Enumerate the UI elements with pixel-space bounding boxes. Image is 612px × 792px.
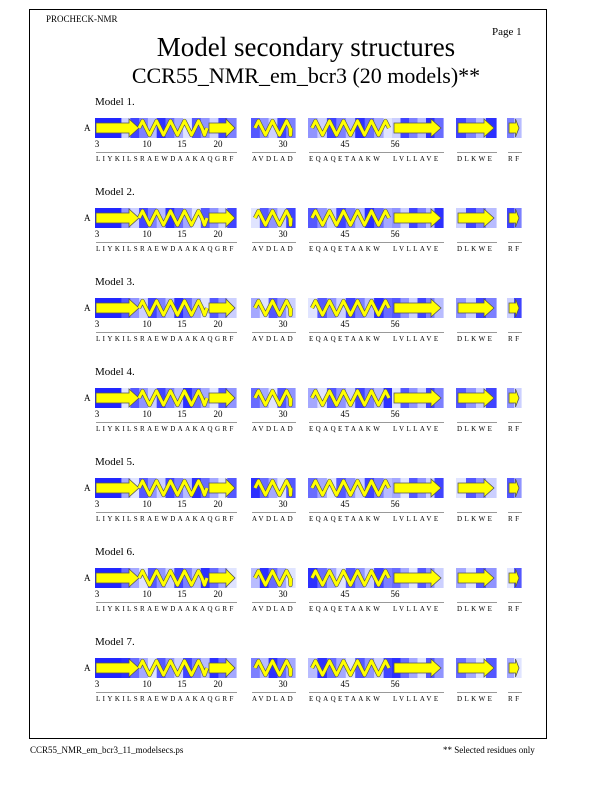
residue-number: 56	[390, 679, 400, 689]
model-label: Model 2.	[95, 186, 135, 198]
sequence-underline	[393, 242, 444, 243]
footer-note: ** Selected residues only	[443, 745, 535, 755]
sequence-segment: LIYKILSRAEWDAAKAQGRF	[96, 335, 236, 343]
sequence-underline	[96, 422, 237, 423]
sequence-segment: AVDLAD	[252, 425, 296, 433]
model-block	[0, 366, 612, 446]
sequence-underline	[96, 512, 237, 513]
residue-number: 20	[213, 499, 223, 509]
secondary-structure-track	[0, 478, 612, 498]
residue-number: 20	[213, 229, 223, 239]
residue-number: 30	[278, 319, 288, 329]
sequence-segment: DLKWE	[457, 695, 495, 703]
residue-number: 3	[94, 589, 100, 599]
residue-number: 30	[278, 589, 288, 599]
page-subtitle: CCR55_NMR_em_bcr3 (20 models)**	[131, 63, 481, 88]
residue-number: 56	[390, 589, 400, 599]
sequence-underline	[252, 242, 296, 243]
residue-number: 56	[390, 409, 400, 419]
sequence-underline	[457, 692, 497, 693]
sequence-segment: RF	[508, 605, 522, 613]
sequence-underline	[96, 332, 237, 333]
sequence-segment: AVDLAD	[252, 605, 296, 613]
sequence-underline	[252, 152, 296, 153]
sequence-underline	[96, 692, 237, 693]
residue-number: 30	[278, 679, 288, 689]
secondary-structure-track	[0, 298, 612, 318]
sequence-segment: EQAQETAAKW	[309, 155, 383, 163]
sequence-underline	[309, 332, 394, 333]
residue-number: 56	[390, 499, 400, 509]
residue-number: 15	[177, 499, 187, 509]
residue-number: 3	[94, 499, 100, 509]
sequence-underline	[309, 242, 394, 243]
sequence-segment: LIYKILSRAEWDAAKAQGRF	[96, 155, 236, 163]
sequence-underline	[457, 152, 497, 153]
sequence-segment: LIYKILSRAEWDAAKAQGRF	[96, 425, 236, 433]
sequence-underline	[508, 422, 522, 423]
residue-number: 56	[390, 139, 400, 149]
sequence-underline	[309, 422, 394, 423]
page-title: Model secondary structures	[156, 32, 456, 62]
model-label: Model 7.	[95, 636, 135, 648]
sequence-underline	[457, 512, 497, 513]
sequence-underline	[508, 512, 522, 513]
sequence-segment: LIYKILSRAEWDAAKAQGRF	[96, 245, 236, 253]
sequence-underline	[96, 152, 237, 153]
residue-number: 30	[278, 409, 288, 419]
sequence-underline	[393, 152, 444, 153]
sequence-underline	[252, 422, 296, 423]
residue-number: 45	[340, 319, 350, 329]
residue-number: 30	[278, 139, 288, 149]
model-label: Model 3.	[95, 276, 135, 288]
sequence-segment: AVDLAD	[252, 155, 296, 163]
residue-number: 10	[142, 229, 152, 239]
chain-label: A	[84, 123, 91, 133]
residue-number: 15	[177, 139, 187, 149]
residue-number: 10	[142, 499, 152, 509]
residue-number: 3	[94, 319, 100, 329]
sequence-underline	[508, 602, 522, 603]
model-block	[0, 456, 612, 536]
residue-number: 15	[177, 409, 187, 419]
model-label: Model 4.	[95, 366, 135, 378]
sequence-underline	[252, 602, 296, 603]
residue-number: 20	[213, 319, 223, 329]
sequence-segment: RF	[508, 515, 522, 523]
sequence-underline	[309, 602, 394, 603]
chain-label: A	[84, 573, 91, 583]
sequence-segment: RF	[508, 245, 522, 253]
sequence-segment: AVDLAD	[252, 245, 296, 253]
residue-number: 15	[177, 319, 187, 329]
sequence-segment: LIYKILSRAEWDAAKAQGRF	[96, 515, 236, 523]
model-block	[0, 96, 612, 176]
sequence-segment: DLKWE	[457, 245, 495, 253]
sequence-underline	[457, 242, 497, 243]
residue-number: 45	[340, 589, 350, 599]
model-label: Model 6.	[95, 546, 135, 558]
residue-number: 15	[177, 229, 187, 239]
model-block	[0, 546, 612, 626]
sequence-segment: EQAQETAAKW	[309, 425, 383, 433]
residue-number: 10	[142, 589, 152, 599]
sequence-segment: EQAQETAAKW	[309, 245, 383, 253]
secondary-structure-track	[0, 118, 612, 138]
residue-number: 10	[142, 139, 152, 149]
sequence-segment: DLKWE	[457, 605, 495, 613]
sequence-segment: AVDLAD	[252, 515, 296, 523]
residue-number: 30	[278, 229, 288, 239]
chain-label: A	[84, 483, 91, 493]
footer-filename: CCR55_NMR_em_bcr3_11_modelsecs.ps	[30, 745, 184, 755]
model-block	[0, 636, 612, 716]
sequence-underline	[393, 512, 444, 513]
sequence-underline	[457, 422, 497, 423]
residue-number: 3	[94, 229, 100, 239]
sequence-underline	[457, 332, 497, 333]
sequence-underline	[393, 602, 444, 603]
residue-number: 3	[94, 409, 100, 419]
residue-number: 15	[177, 679, 187, 689]
residue-number: 15	[177, 589, 187, 599]
residue-number: 20	[213, 589, 223, 599]
residue-number: 20	[213, 679, 223, 689]
model-label: Model 5.	[95, 456, 135, 468]
sequence-segment: AVDLAD	[252, 335, 296, 343]
sequence-segment: LVLLAVE	[393, 155, 441, 163]
sequence-segment: RF	[508, 695, 522, 703]
sequence-segment: EQAQETAAKW	[309, 335, 383, 343]
sequence-segment: LVLLAVE	[393, 335, 441, 343]
sequence-underline	[457, 602, 497, 603]
residue-number: 20	[213, 409, 223, 419]
sequence-segment: LVLLAVE	[393, 245, 441, 253]
sequence-segment: EQAQETAAKW	[309, 695, 383, 703]
residue-number: 20	[213, 139, 223, 149]
sequence-segment: DLKWE	[457, 155, 495, 163]
sequence-segment: LVLLAVE	[393, 425, 441, 433]
sequence-underline	[96, 242, 237, 243]
residue-number: 10	[142, 409, 152, 419]
sequence-segment: RF	[508, 155, 522, 163]
sequence-segment: AVDLAD	[252, 695, 296, 703]
page-number: Page 1	[492, 26, 522, 38]
sequence-segment: LVLLAVE	[393, 515, 441, 523]
sequence-segment: LIYKILSRAEWDAAKAQGRF	[96, 695, 236, 703]
sequence-underline	[96, 602, 237, 603]
sequence-underline	[309, 512, 394, 513]
residue-number: 45	[340, 229, 350, 239]
residue-number: 30	[278, 499, 288, 509]
secondary-structure-track	[0, 208, 612, 228]
sequence-underline	[393, 332, 444, 333]
chain-label: A	[84, 663, 91, 673]
chain-label: A	[84, 303, 91, 313]
sequence-underline	[252, 512, 296, 513]
sequence-underline	[508, 152, 522, 153]
sequence-segment: DLKWE	[457, 335, 495, 343]
secondary-structure-track	[0, 568, 612, 588]
residue-number: 45	[340, 679, 350, 689]
sequence-underline	[393, 422, 444, 423]
sequence-underline	[309, 692, 394, 693]
residue-number: 3	[94, 139, 100, 149]
residue-number: 45	[340, 139, 350, 149]
sequence-underline	[508, 332, 522, 333]
sequence-segment: LVLLAVE	[393, 605, 441, 613]
sequence-segment: EQAQETAAKW	[309, 605, 383, 613]
sequence-segment: LIYKILSRAEWDAAKAQGRF	[96, 605, 236, 613]
sequence-underline	[252, 332, 296, 333]
model-label: Model 1.	[95, 96, 135, 108]
model-block	[0, 276, 612, 356]
sequence-underline	[508, 242, 522, 243]
residue-number: 3	[94, 679, 100, 689]
residue-number: 45	[340, 499, 350, 509]
secondary-structure-track	[0, 388, 612, 408]
sequence-segment: RF	[508, 425, 522, 433]
residue-number: 56	[390, 319, 400, 329]
sequence-segment: LVLLAVE	[393, 695, 441, 703]
sequence-underline	[393, 692, 444, 693]
sequence-segment: EQAQETAAKW	[309, 515, 383, 523]
residue-number: 56	[390, 229, 400, 239]
sequence-segment: DLKWE	[457, 425, 495, 433]
chain-label: A	[84, 393, 91, 403]
residue-number: 10	[142, 679, 152, 689]
sequence-segment: RF	[508, 335, 522, 343]
sequence-segment: DLKWE	[457, 515, 495, 523]
chain-label: A	[84, 213, 91, 223]
residue-number: 45	[340, 409, 350, 419]
secondary-structure-track	[0, 658, 612, 678]
sequence-underline	[508, 692, 522, 693]
sequence-underline	[252, 692, 296, 693]
model-block	[0, 186, 612, 266]
program-name: PROCHECK-NMR	[46, 14, 118, 24]
residue-number: 10	[142, 319, 152, 329]
sequence-underline	[309, 152, 394, 153]
